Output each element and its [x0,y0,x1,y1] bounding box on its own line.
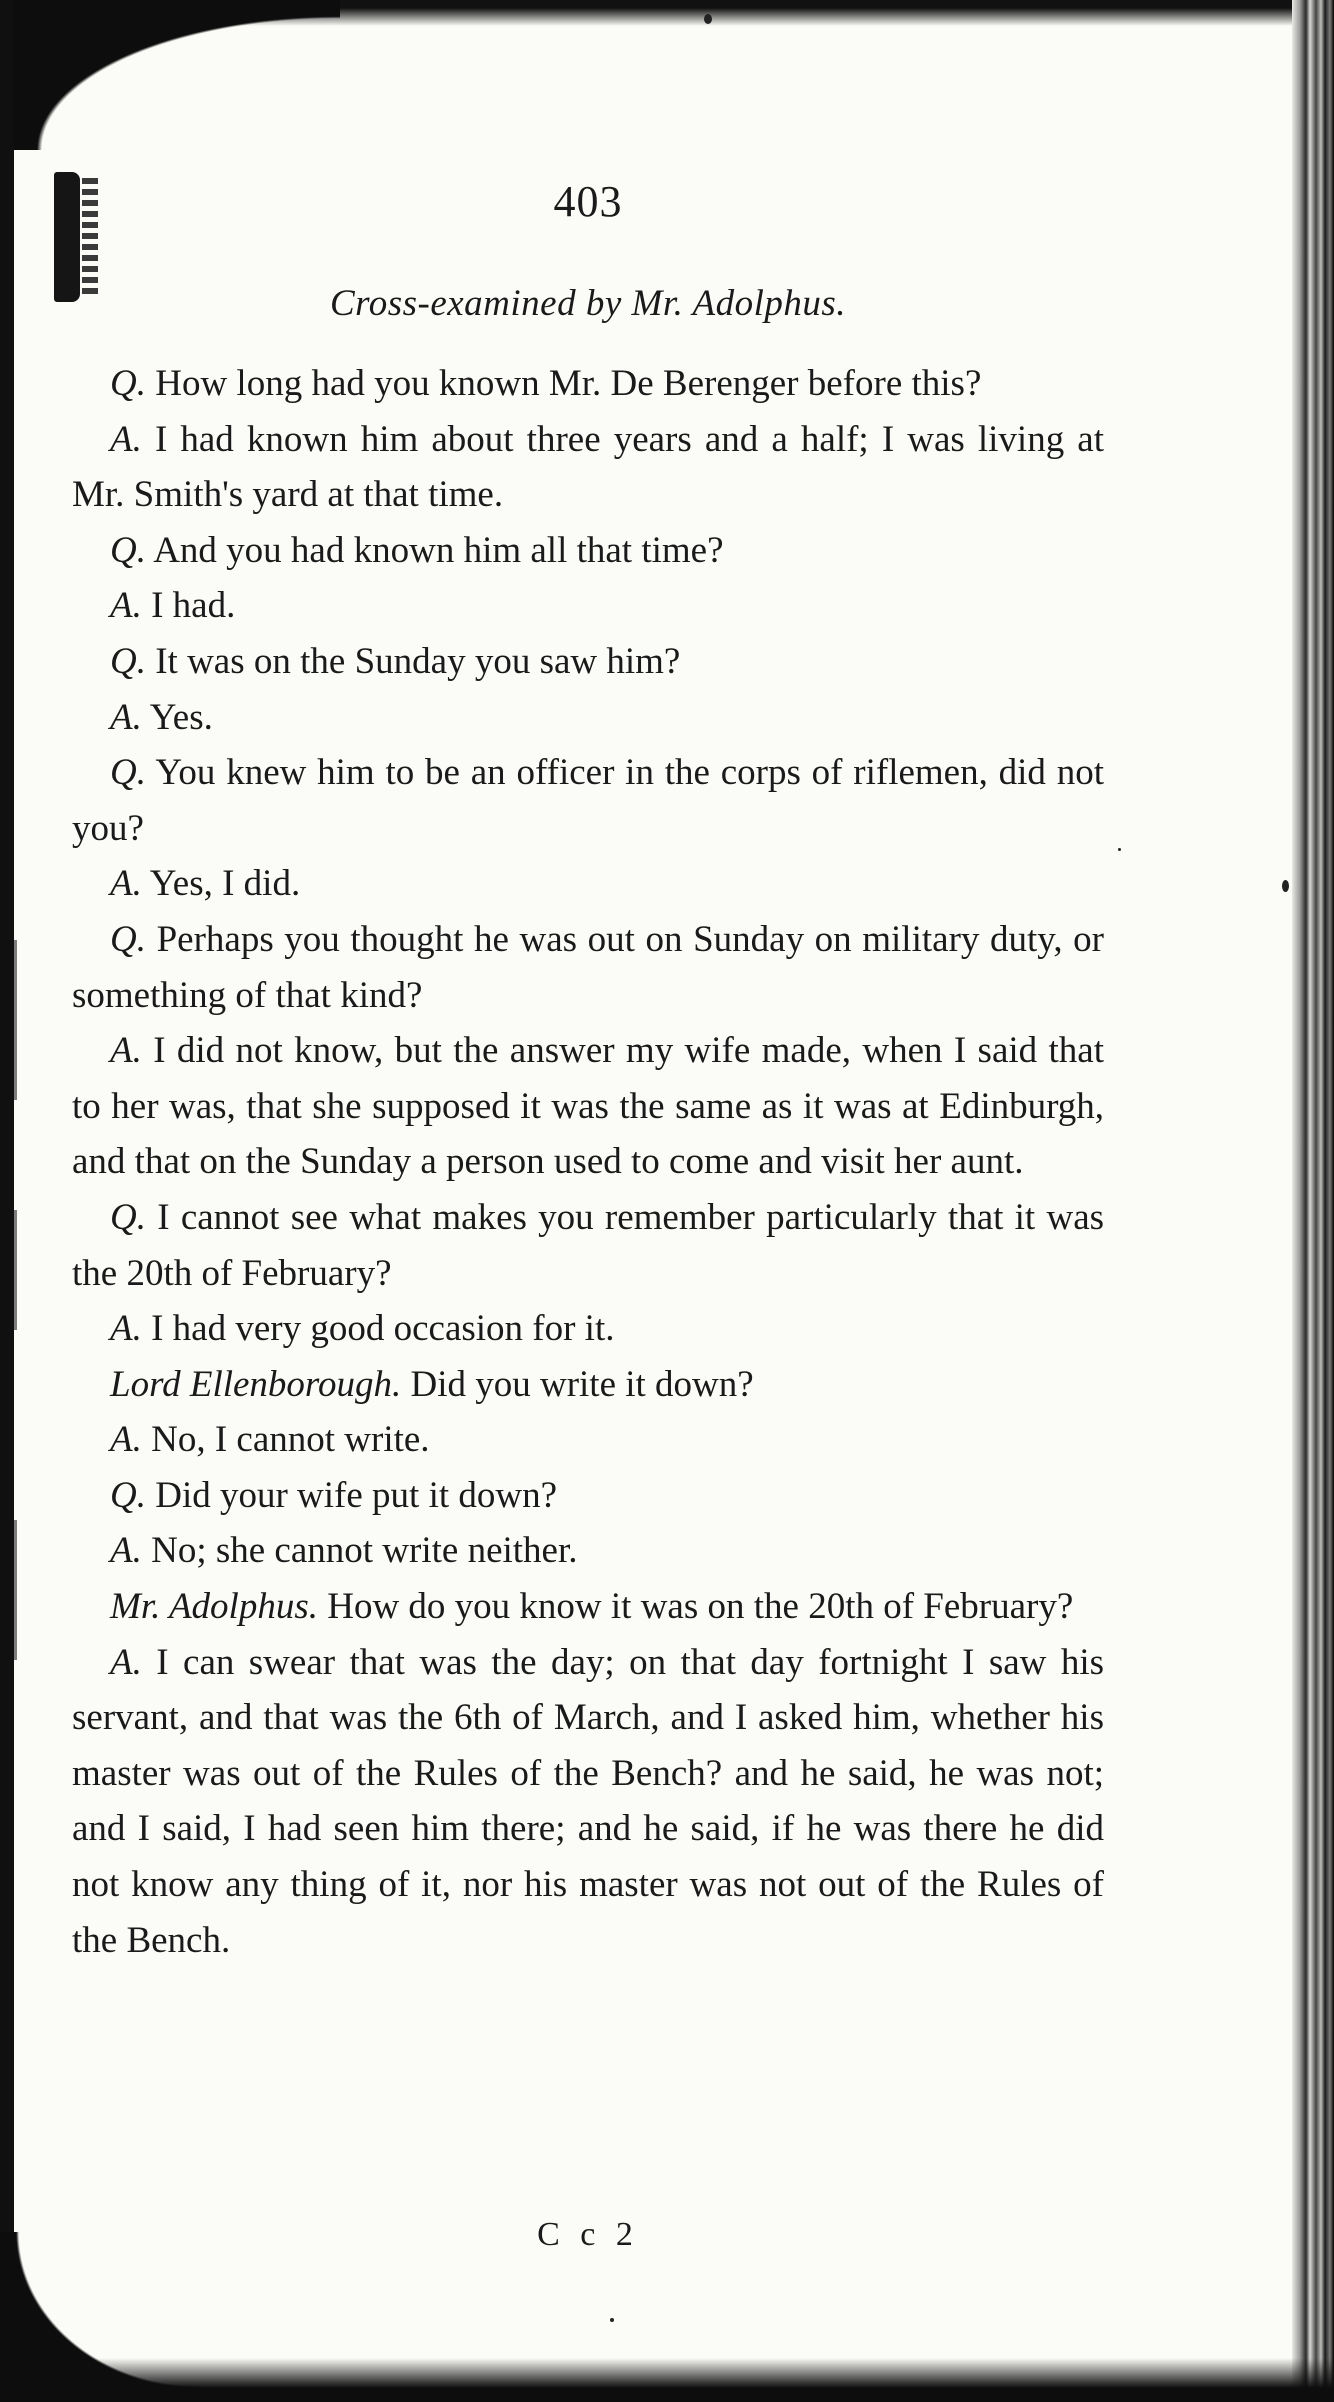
paragraph-text: It was on the Sunday you saw him? [155,640,681,682]
margin-line [14,940,17,1100]
paragraph-text: Yes. [149,696,213,738]
testimony-paragraph [72,690,1104,746]
paragraph-text: I had. [151,585,236,627]
paragraph-text: You knew him to be an officer in the corps of riflemen, did not you? [72,752,1104,849]
testimony-paragraph [72,1023,1104,1190]
paragraph-text: No; she cannot write neither. [151,1530,578,1572]
testimony-paragraph [72,634,1104,690]
testimony-paragraph [72,578,1104,634]
testimony-paragraph [72,1579,1104,1635]
paragraph-text: I did not know, but the answer my wife made, when I said that to her was, that she supposed it was the same as it was at Edinburgh, and that on the Sunday a person used to come and visit her aunt. [72,1030,1104,1183]
speaker-label: A. [110,1530,142,1572]
ink-speck [1118,848,1121,851]
speaker-label: Mr. Adolphus. [110,1586,318,1628]
paragraph-text: No, I cannot write. [151,1419,430,1461]
paragraph-text: I had very good occasion for it. [151,1308,615,1350]
speaker-label: A. [110,1308,142,1350]
speaker-label: Q. [110,363,146,404]
speaker-label: A. [110,1641,142,1683]
testimony-paragraph [72,523,1104,579]
margin-line [14,1520,17,1660]
speaker-label: Q. [110,1474,146,1516]
section-heading: Cross-examined by Mr. Adolphus. [330,283,846,324]
paragraph-text: Perhaps you thought he was out on Sunday on military duty, or something of that kind? [72,918,1105,1016]
testimony-paragraph [72,856,1104,912]
testimony-paragraph [72,1190,1104,1301]
scan-edge-left [0,0,14,2402]
testimony-paragraph [72,1635,1104,1969]
speaker-label: A. [110,585,142,627]
speaker-label: Lord Ellenborough. [110,1363,402,1405]
speaker-label: A. [110,418,142,460]
paragraph-text: Did you write it down? [410,1363,754,1405]
testimony-text [72,356,1104,1968]
testimony-paragraph [72,356,1104,412]
page-number: 403 [553,177,623,226]
margin-line [14,1210,17,1330]
paragraph-text: And you had known him all that time? [153,529,724,571]
speaker-label: Q. [110,640,146,682]
speaker-label: A. [110,863,142,905]
testimony-paragraph [72,912,1104,1023]
speaker-label: A. [110,696,142,738]
testimony-paragraph [72,1357,1104,1413]
printer-signature: C c 2 [537,2216,639,2253]
testimony-paragraph [72,1468,1104,1524]
speaker-label: A. [110,1419,142,1461]
ink-speck [1282,880,1289,892]
paragraph-text: Yes, I did. [149,863,301,905]
ink-speck [704,14,712,24]
scan-corner-bottom-left [0,2232,200,2402]
speaker-label: Q. [110,529,146,571]
scan-edge-bottom [0,2358,1334,2402]
paragraph-text: How do you know it was on the 20th of February? [327,1586,1074,1628]
testimony-paragraph [72,1523,1104,1579]
testimony-paragraph [72,412,1104,523]
paragraph-text: I can swear that was the day; on that day fortnight I saw his servant, and that was the 6th of March, and I asked him, whether his master was out of the Rules of the Bench? and he said, he was not; and I said, I had seen him there; and he said, if he was there he did not know any thing of it, nor his master was not out of the Rules of the Bench. [72,1641,1104,1961]
speaker-label: Q. [110,752,146,794]
testimony-paragraph [72,1301,1104,1357]
paragraph-text: Did your wife put it down? [155,1474,558,1516]
testimony-paragraph [72,745,1104,856]
speaker-label: A. [110,1030,142,1072]
speaker-label: Q. [110,1196,146,1238]
paragraph-text: I had known him about three years and a half; I was living at Mr. Smith's yard at that time. [72,418,1105,516]
speaker-label: Q. [110,918,146,960]
ink-speck [610,2318,614,2322]
paragraph-text: How long had you known Mr. De Berenger before this? [155,363,982,404]
scan-corner-top-left [0,0,340,150]
testimony-paragraph [72,1412,1104,1468]
paragraph-text: I cannot see what makes you remember particularly that it was the 20th of February? [72,1196,1105,1294]
page-stack-edge [1292,0,1334,2402]
